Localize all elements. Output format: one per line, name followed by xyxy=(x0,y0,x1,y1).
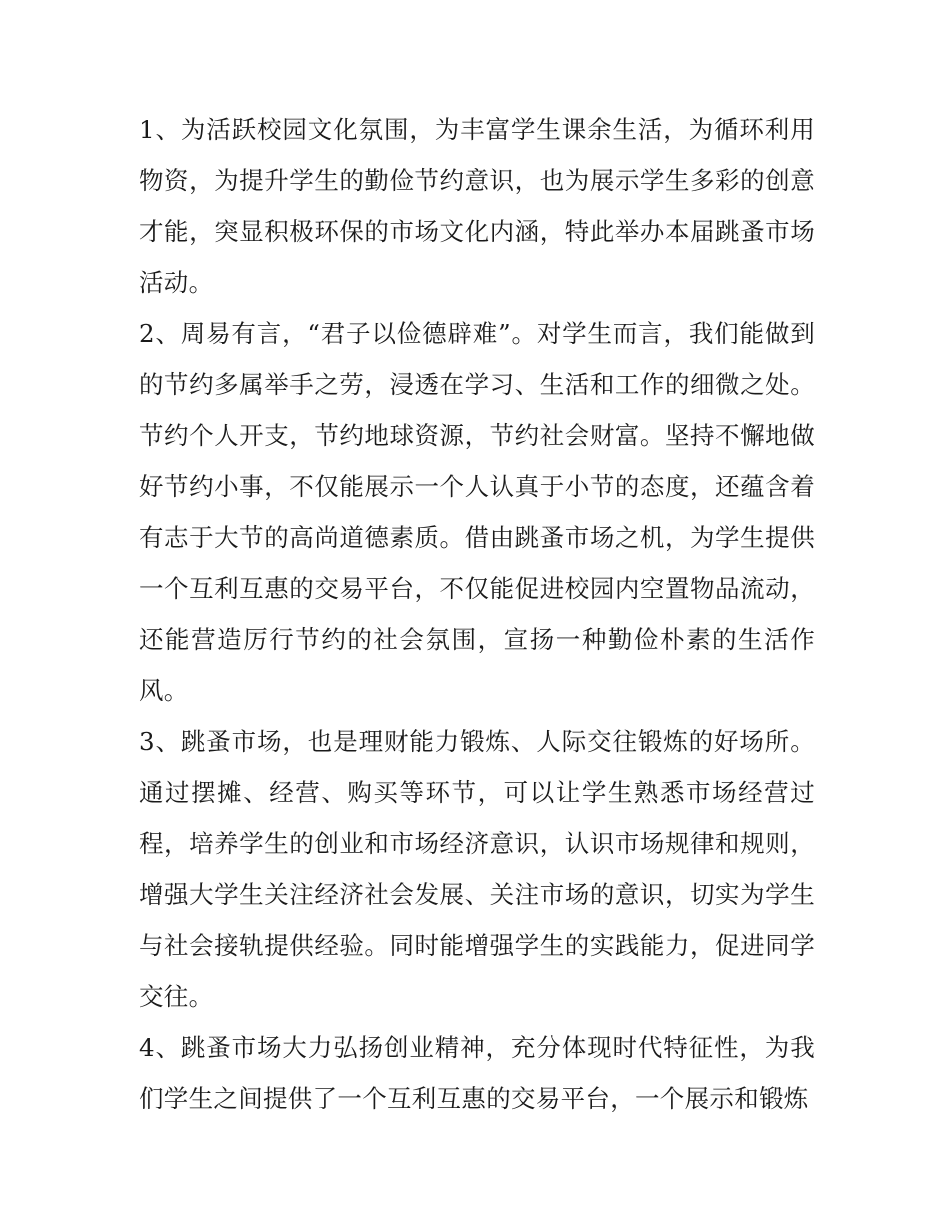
paragraph-3: 3、跳蚤市场，也是理财能力锻炼、人际交往锻炼的好场所。通过摆摊、经营、购买等环节，可以让学生熟悉市场经营过程，培养学生的创业和市场经济意识，认识市场规律和规则，增强大学生关注经济社会发展、关注市场的意识，切实为学生与社会接轨提供经验。同时能增强学生的实践能力，促进同学交往。 xyxy=(139,727,815,1011)
document-body xyxy=(139,104,815,1124)
paragraph-4: 4、跳蚤市场大力弘扬创业精神，充分体现时代特征性，为我们学生之间提供了一个互利互惠的交易平台，一个展示和锻炼 xyxy=(139,1033,815,1113)
paragraph-2: 2、周易有言，“君子以俭德辟难”。对学生而言，我们能做到的节约多属举手之劳，浸透在学习、生活和工作的细微之处。节约个人开支，节约地球资源，节约社会财富。坚持不懈地做好节约小事，不仅能展示一个人认真于小节的态度，还蕴含着有志于大节的高尚道德素质。借由跳蚤市场之机，为学生提供一个互利互惠的交易平台，不仅能促进校园内空置物品流动，还能营造厉行节约的社会氛围，宣扬一种勤俭朴素的生活作风。 xyxy=(139,319,815,705)
paragraph-1: 1、为活跃校园文化氛围，为丰富学生课余生活，为循环利用物资，为提升学生的勤俭节约意识，也为展示学生多彩的创意才能，突显积极环保的市场文化内涵，特此举办本届跳蚤市场活动。 xyxy=(139,115,815,297)
